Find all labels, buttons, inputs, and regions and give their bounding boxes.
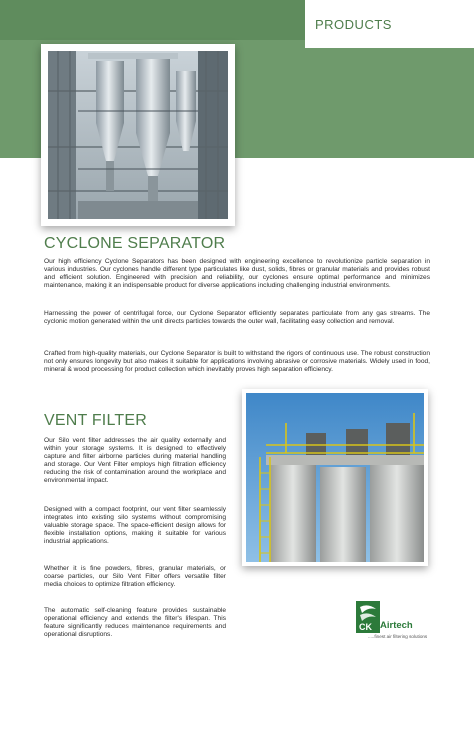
logo-mark-letters: CK <box>359 622 372 632</box>
cyclone-photo <box>41 44 235 226</box>
cyclone-paragraph: Our high efficiency Cyclone Separators has been designed with engineering excellence to revolutionize particle separation in various industries. Our cyclones handle different type particulates like dust, solids, fibres or granular materials and provides robust and efficient solution. Engineered with precision and reliability, our cyclones ensure optimal performance and minimizes maintenance, making it an indispensable product for diverse applications including challenging industrial environments. <box>44 258 430 289</box>
silo-photo <box>242 389 428 566</box>
vent-paragraph: Designed with a compact footprint, our vent filter seamlessly integrates into existing silo systems without compromising valuable storage space. The space-efficient design allows for flexible installation options, making it suitable for various industrial applications. <box>44 506 226 545</box>
ck-logo-mark <box>356 601 380 633</box>
brand-name: Airtech <box>380 620 413 631</box>
silo-illustration <box>246 393 424 562</box>
vent-paragraph: The automatic self-cleaning feature provides sustainable operational efficiency and extends the filter's lifespan. This feature significantly reduces maintenance requirements and operational disruptions. <box>44 607 226 638</box>
company-logo <box>356 601 434 643</box>
cyclone-paragraph: Crafted from high-quality materials, our Cyclone Separator is built to withstand the rigors of continuous use. The robust construction not only ensures longevity but also makes it suitable for applications involving abrasive or corrosive materials. Widely used in food, mineral & wood processing for product collection which inevitably proves high separation efficiency. <box>44 350 430 373</box>
vent-paragraph: Whether it is fine powders, fibres, granular materials, or coarse particles, our Silo Vent Filter offers versatile filter media choices to optimize filtration efficiency. <box>44 565 226 588</box>
cyclone-title: CYCLONE SEPARATOR <box>44 235 226 252</box>
cyclone-illustration <box>48 51 228 219</box>
vent-paragraph: Our Silo vent filter addresses the air quality externally and within your storage systems. It is designed to effectively capture and filter airborne particles during material handling and storage. Our Vent Filter employs high filtration efficiency reducing the risk of contamination around the workplace and environmental impact. <box>44 437 226 484</box>
vent-title: VENT FILTER <box>44 412 147 429</box>
section-tab <box>305 0 474 48</box>
brand-tagline: .....finest air filtering solutions <box>368 634 428 639</box>
cyclone-paragraph: Harnessing the power of centrifugal force, our Cyclone Separator efficiently separates particulate from any gas streams. The cyclonic motion generated within the unit directs particles towards the outer wall, facilitating easy collection and removal. <box>44 310 430 325</box>
section-label: PRODUCTS <box>315 16 392 32</box>
